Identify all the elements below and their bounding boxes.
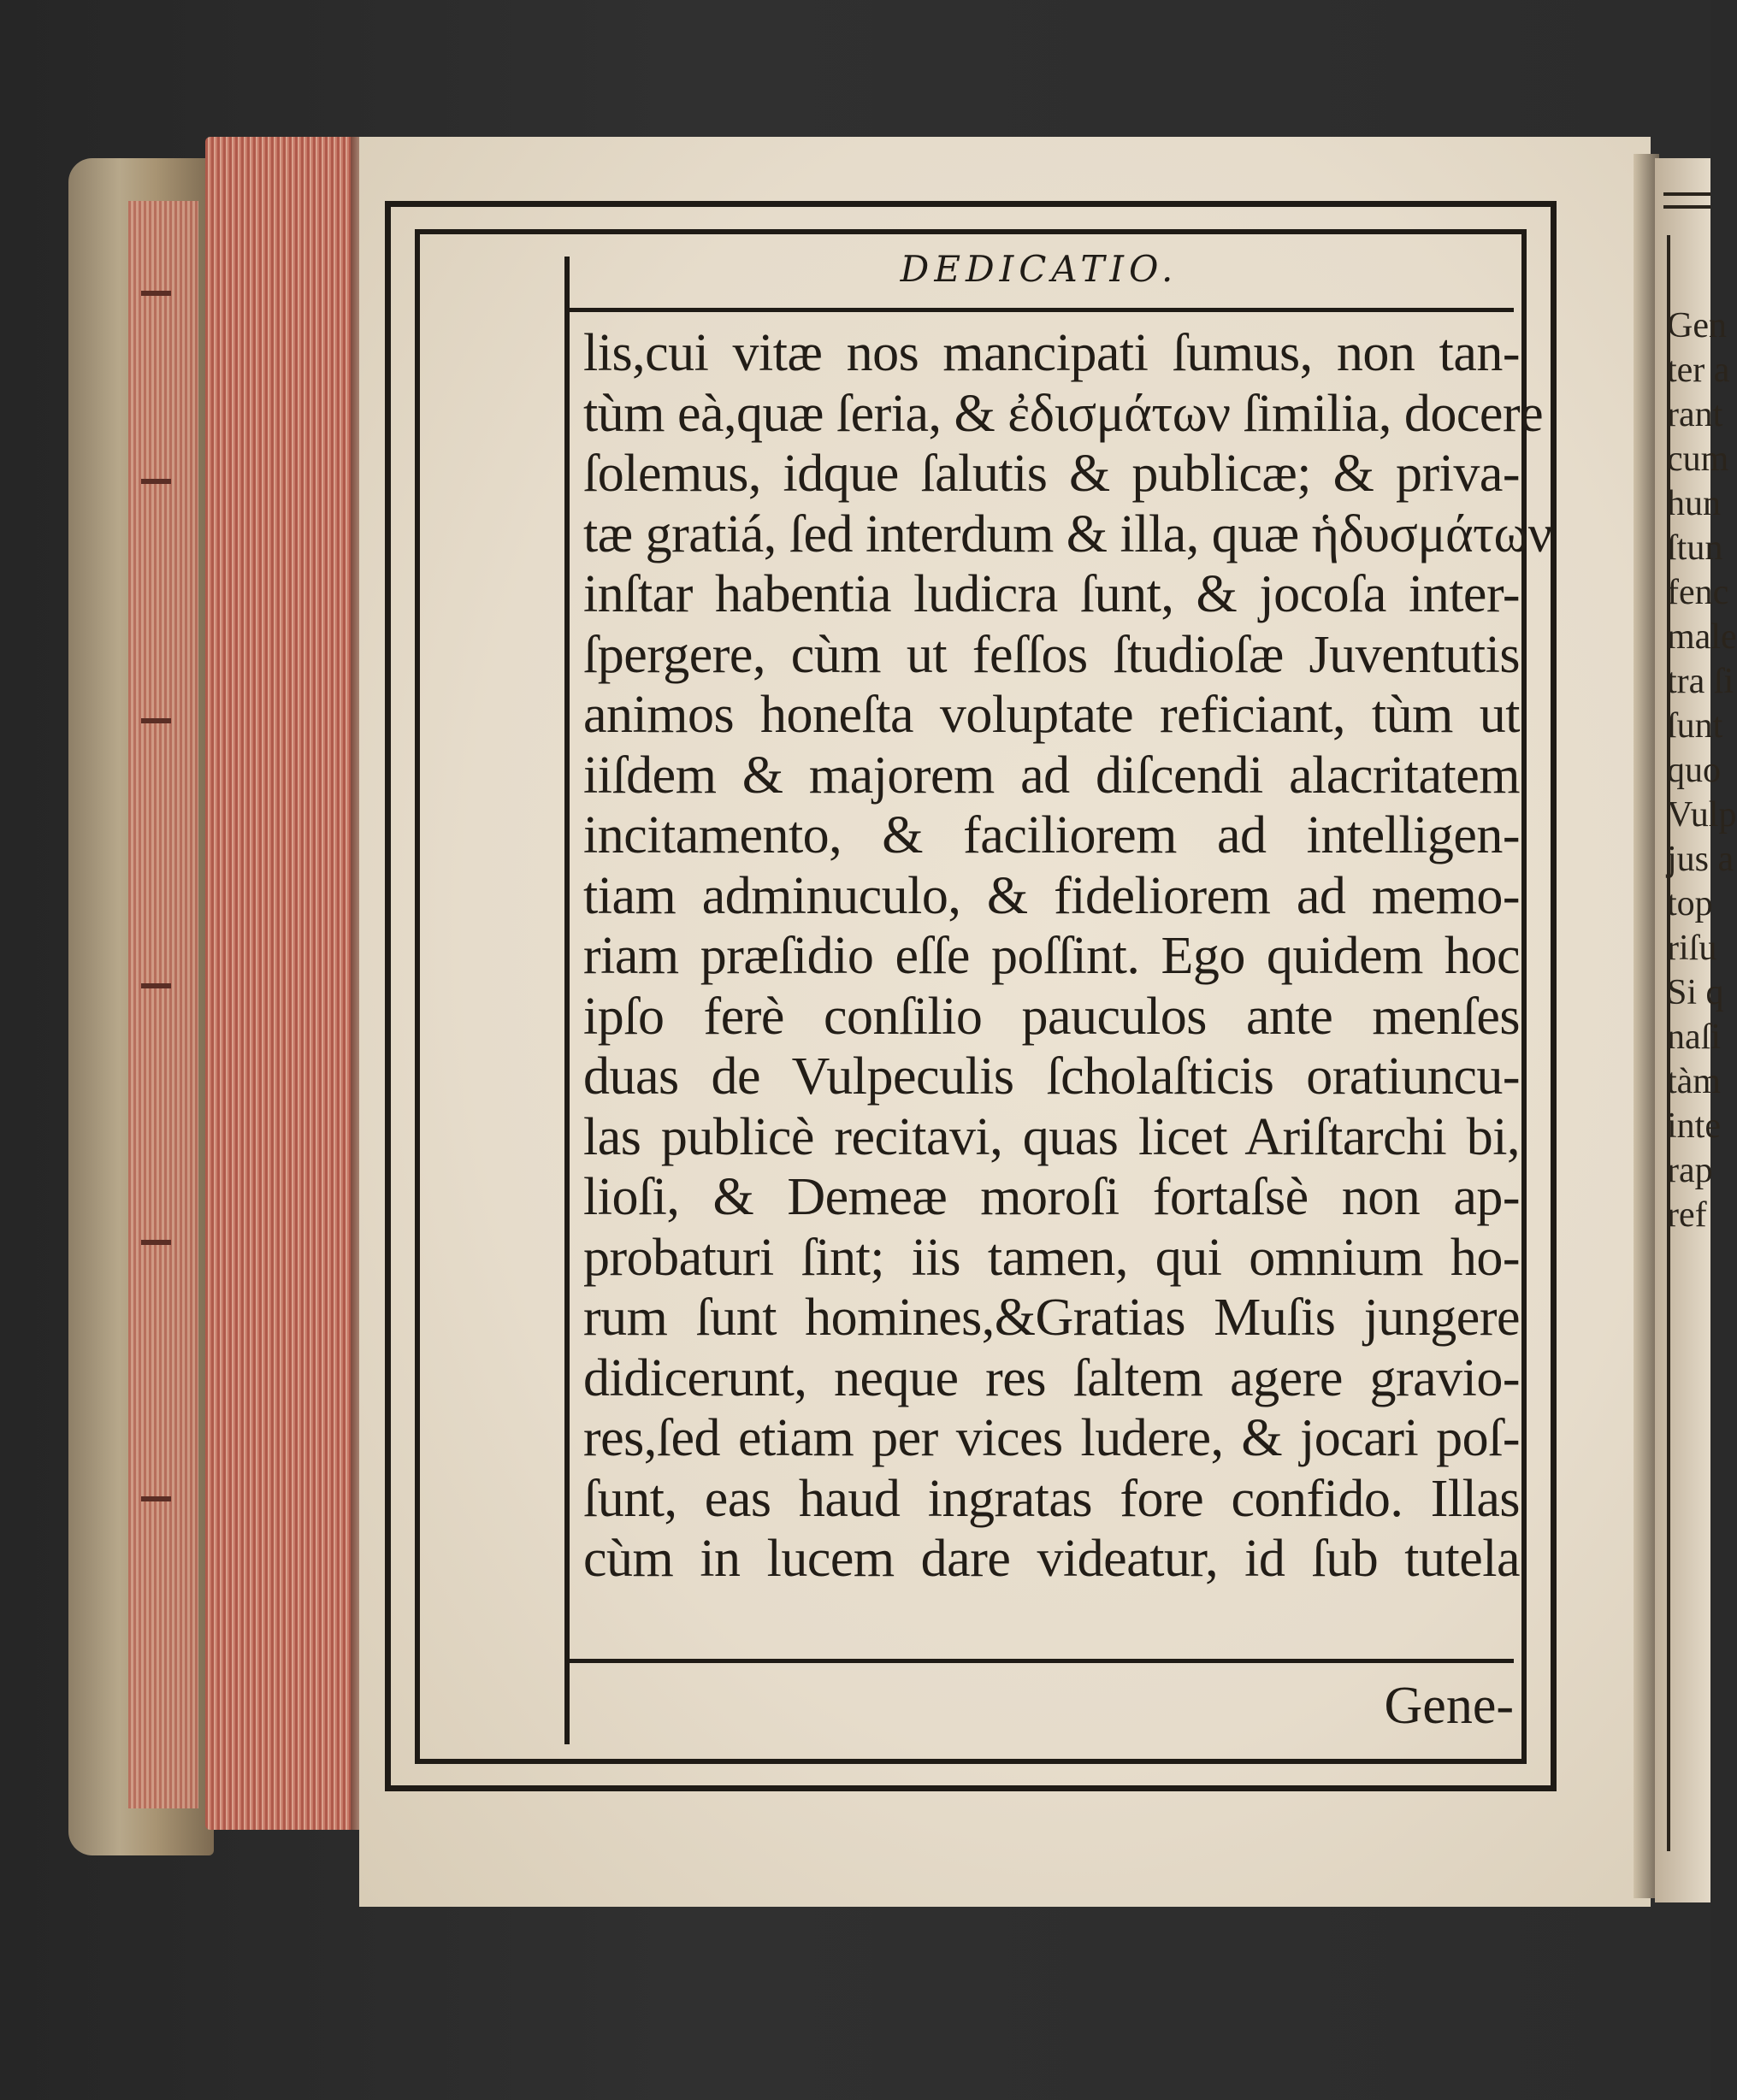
text-line: res,ſed etiam per vices ludere, & jocari poſ- xyxy=(583,1409,1520,1467)
text-line: riam præſidio eſſe poſſint. Ego quidem hoc xyxy=(583,927,1520,985)
spine-band xyxy=(141,479,171,484)
body-text xyxy=(583,323,1552,1590)
spine-band xyxy=(141,718,171,723)
facing-line: ſtun xyxy=(1667,528,1723,568)
text-line: incitamento, & faciliorem ad intelligen- xyxy=(583,806,1520,864)
text-line: las publicè recitavi, quas licet Ariſtarchi bi, xyxy=(583,1107,1520,1166)
facing-page-rule xyxy=(1663,192,1710,196)
facing-line: cum xyxy=(1667,439,1729,479)
text-line: lis,cui vitæ nos mancipati ſumus, non tan- xyxy=(583,324,1520,382)
text-line: iiſdem & majorem ad diſcendi alacritatem xyxy=(583,746,1520,805)
facing-line: ter a xyxy=(1667,351,1730,390)
spine-band xyxy=(141,1240,171,1245)
facing-line: hun xyxy=(1667,484,1721,523)
book-fore-edge xyxy=(128,201,198,1808)
page-edges xyxy=(205,137,359,1830)
facing-line: male xyxy=(1667,617,1737,657)
facing-line: quo xyxy=(1667,751,1721,790)
facing-line: top xyxy=(1667,884,1713,923)
text-line: duas de Vulpeculis ſcholaſticis oratiuncu- xyxy=(583,1047,1520,1106)
facing-line: jus a xyxy=(1667,840,1734,879)
text-line: cùm in lucem dare videatur, id ſub tutela xyxy=(583,1530,1520,1588)
text-line: ſunt, eas haud ingratas fore confido. Illas xyxy=(583,1469,1520,1528)
text-line: animos honeſta voluptate reficiant, tùm ut xyxy=(583,686,1520,744)
spine-band xyxy=(141,1496,171,1501)
facing-line: naſi xyxy=(1667,1018,1721,1057)
facing-line: Vulp xyxy=(1667,795,1737,835)
facing-page-fragment xyxy=(1655,158,1737,1902)
text-line: lioſi, & Demeæ moroſi fortaſsè non ap- xyxy=(583,1168,1520,1226)
spine-band xyxy=(141,291,171,296)
facing-line: tàm xyxy=(1667,1062,1721,1101)
facing-line: rap xyxy=(1667,1151,1713,1190)
running-head: DEDICATIO. xyxy=(900,248,1179,290)
facing-page-text xyxy=(1655,304,1737,1237)
footer-rule xyxy=(569,1659,1514,1663)
text-side-rule xyxy=(564,257,570,1744)
facing-line: Gen xyxy=(1667,306,1727,345)
facing-line: fenc xyxy=(1667,573,1729,612)
text-line: tæ gratiá, ſed interdum & illa, quæ ἡδυσμάτων xyxy=(583,504,1552,563)
text-line: inſtar habentia ludicra ſunt, & jocoſa inter- xyxy=(583,565,1520,623)
facing-page-rule xyxy=(1663,205,1710,209)
text-line: tiam adminuculo, & fideliorem ad memo- xyxy=(583,866,1520,925)
text-line: rum ſunt homines,&Gratias Muſis jungere xyxy=(583,1289,1520,1347)
facing-line: Si q xyxy=(1667,973,1724,1012)
text-line: ſolemus, idque ſalutis & publicæ; & priva- xyxy=(583,445,1520,503)
facing-line: inte xyxy=(1667,1106,1721,1146)
text-line: ſpergere, cùm ut feſſos ſtudioſæ Juventutis xyxy=(583,625,1520,684)
facing-line: ref xyxy=(1667,1195,1707,1235)
heading-rule xyxy=(569,308,1514,312)
catchword: Gene- xyxy=(1384,1677,1514,1735)
facing-line: ſunt xyxy=(1667,706,1723,746)
text-line: tùm eà,quæ ſeria, & ἐδισμάτων ſimilia, docere xyxy=(583,384,1544,443)
facing-line: rant xyxy=(1667,395,1723,434)
facing-line: riſu xyxy=(1667,929,1717,968)
text-line: probaturi ſint; iis tamen, qui omnium ho- xyxy=(583,1228,1520,1287)
facing-line: tra ſi xyxy=(1667,662,1734,701)
text-line: didicerunt, neque res ſaltem agere gravio- xyxy=(583,1348,1520,1407)
text-line: ipſo ferè conſilio pauculos ante menſes xyxy=(583,987,1520,1046)
spine-band xyxy=(141,983,171,988)
